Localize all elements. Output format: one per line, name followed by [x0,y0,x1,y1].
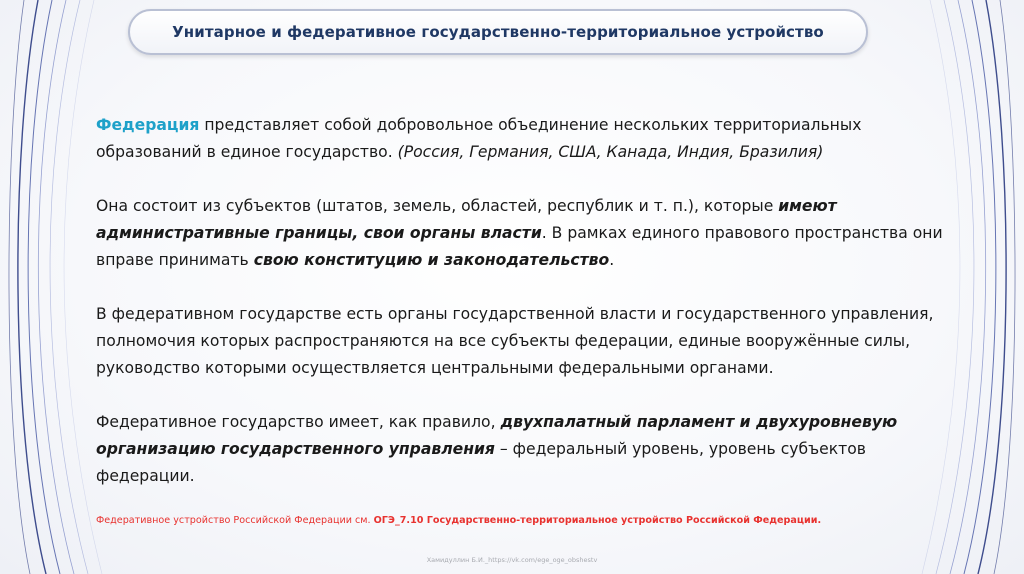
central-bodies-text: В федеративном государстве есть органы государственной власти и государственного управления, полномочия которых распространяются на все субъекты федерации, единые вооружённые силы, руководство которыми осуществляется центральными федеральными органами. [96,305,934,377]
subjects-text-3: . [609,251,615,269]
paragraph-parliament [96,409,946,490]
parliament-text-2: – федеральный уровень, уровень субъектов федерации. [96,440,866,485]
note-prefix: Федеративное устройство Российской Федерации см. [96,515,374,526]
slide-title: Унитарное и федеративное государственно-территориальное устройство [172,23,824,41]
federation-term: Федерация [96,116,200,134]
title-banner [128,9,868,55]
paragraph-federation-definition [96,112,946,166]
reference-note [96,515,936,526]
paragraph-central-bodies [96,301,946,382]
subjects-emphasis-2: свою конституцию и законодательство [253,251,610,269]
country-examples: (Россия, Германия, США, Канада, Индия, Бразилия) [397,143,824,161]
subjects-emphasis-1: имеют административные границы, свои органы власти [96,197,837,242]
note-link[interactable]: ОГЭ_7.10 Государственно-территориальное устройство Российской Федерации. [373,515,822,526]
definition-text: представляет собой добровольное объединение нескольких территориальных образований в единое государство. [96,116,862,161]
subjects-text-2: . В рамках единого правового пространства они вправе принимать [96,224,943,269]
footer-credit: Хамидуллин Б.И._https://vk.com/ege_oge_obshestv [426,556,598,564]
slide-body [96,112,946,490]
paragraph-subjects [96,193,946,274]
subjects-text-1: Она состоит из субъектов (штатов, земель, областей, республик и т. п.), которые [96,197,779,215]
parliament-emphasis: двухпалатный парламент и двухуровневую организацию государственного управления [96,413,898,458]
parliament-text-1: Федеративное государство имеет, как правило, [96,413,501,431]
